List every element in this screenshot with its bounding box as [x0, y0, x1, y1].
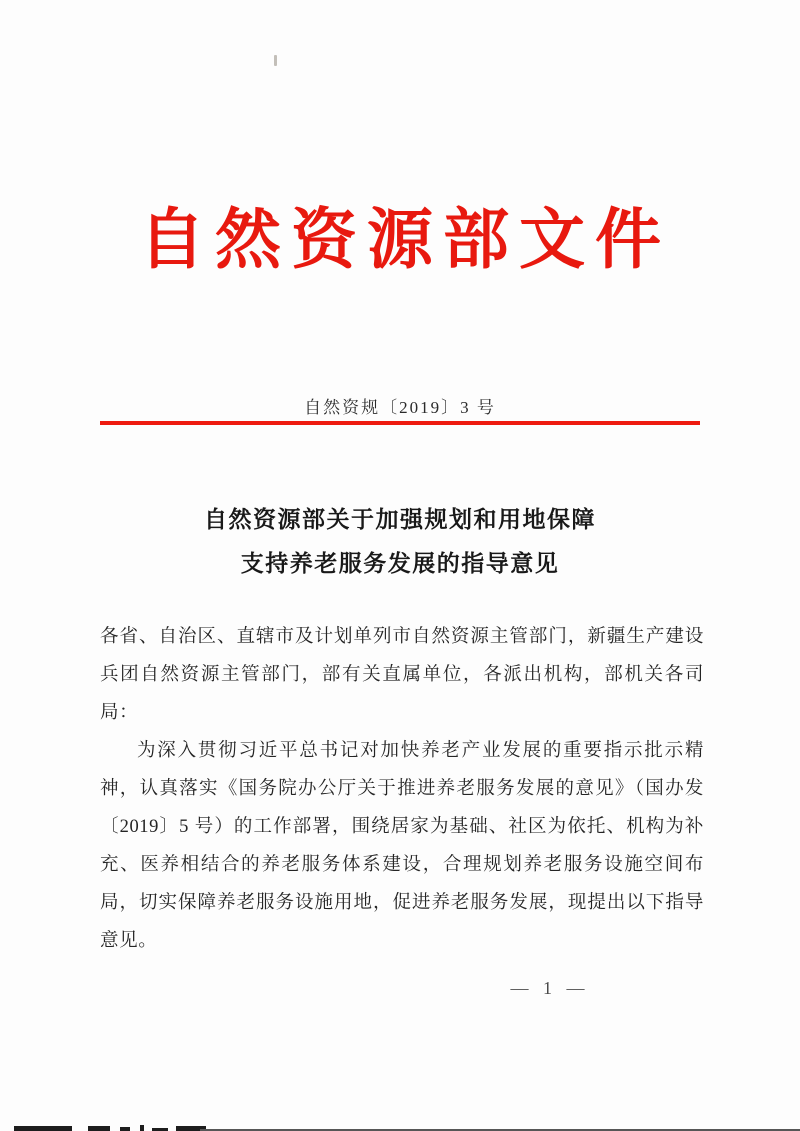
next-page-glyph [120, 1127, 130, 1131]
document-serial-number: 自然资规〔2019〕3 号 [304, 398, 496, 417]
page-number: — 1 — [510, 978, 590, 998]
next-page-glyph [14, 1126, 72, 1131]
masthead-title: 自然资源部文件 [139, 200, 671, 278]
next-page-sliver [0, 1113, 800, 1131]
document-body [100, 618, 704, 960]
next-page-glyph [140, 1125, 144, 1131]
next-page-glyph [88, 1126, 110, 1131]
addressee-paragraph: 各省、自治区、直辖市及计划单列市自然资源主管部门，新疆生产建设兵团自然资源主管部门，部有关直属单位，各派出机构，部机关各司局： [100, 627, 704, 723]
document-title-line-1: 自然资源部关于加强规划和用地保障 [204, 507, 596, 533]
document-title-line-2: 支持养老服务发展的指导意见 [240, 551, 560, 577]
body-paragraph: 为深入贯彻习近平总书记对加快养老产业发展的重要指示批示精神，认真落实《国务院办公厅关于推进养老服务发展的意见》（国办发〔2019〕5 号）的工作部署，围绕居家为基础、社区为依托、机构为补充、医养相结合的养老服务体系建设，合理规划养老服务设施空间布局，切实保障养老服务设施用地，促进养老服务发展，现提出以下指导意见。 [100, 741, 704, 951]
red-separator-rule [100, 421, 700, 425]
document-title [100, 498, 700, 586]
masthead [0, 200, 800, 278]
scan-artifact-speck [274, 55, 277, 66]
